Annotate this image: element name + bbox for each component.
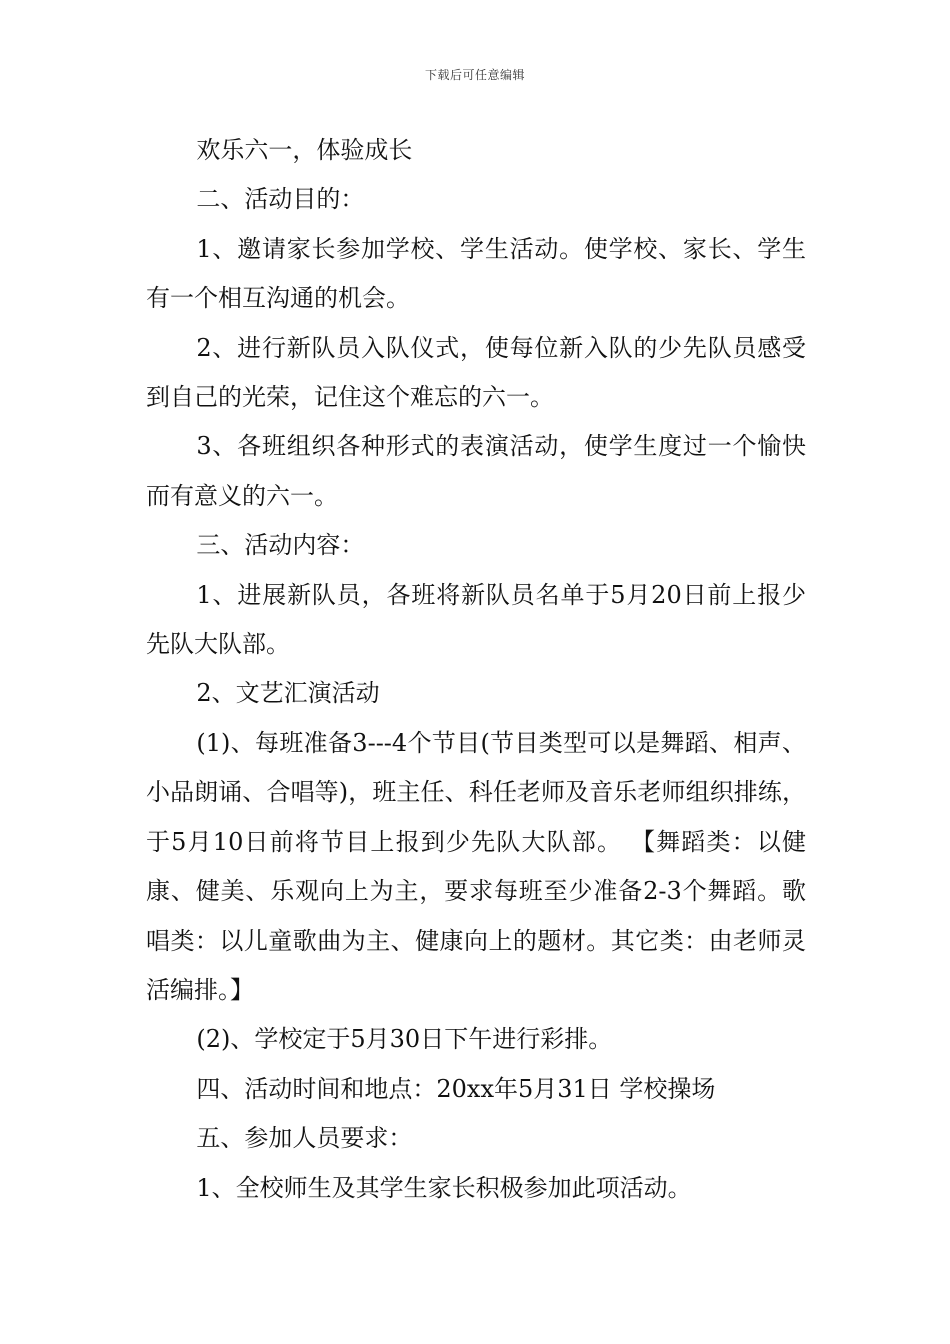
paragraph-content-2-2: (2)、学校定于5月30日下午进行彩排。	[196, 1025, 613, 1054]
paragraph-purpose-2: 2、进行新队员入队仪式，使每位新入队的少先队员感受到自己的光荣，记住这个难忘的六一。	[146, 333, 806, 412]
heading-activity-content: 三、活动内容：	[196, 531, 365, 560]
heading-activity-purpose: 二、活动目的：	[196, 185, 365, 214]
paragraph-content-1: 1、进展新队员，各班将新队员名单于5月20日前上报少先队大队部。	[146, 580, 806, 659]
paragraph-purpose-3: 3、各班组织各种形式的表演活动，使学生度过一个愉快而有意义的六一。	[146, 432, 806, 510]
heading-participants: 五、参加人员要求：	[196, 1124, 413, 1153]
paragraph-purpose-1: 1、邀请家长参加学校、学生活动。使学校、家长、学生有一个相互沟通的机会。	[146, 234, 806, 313]
heading-time-location: 四、活动时间和地点：20xx年5月31日 学校操场	[196, 1074, 716, 1103]
paragraph-content-2-1: (1)、每班准备3---4个节目(节目类型可以是舞蹈、相声、小品朗诵、合唱等)，班主任、科任老师及音乐老师组织排练，于5月10日前将节目上报到少先队大队部。 【舞蹈类：以健康、健美、乐观向上为主，要求每班至少准备2-3个舞蹈。歌唱类：以儿童歌曲为主、健康向上的题材。其它类：由老师灵活编排。】	[146, 728, 806, 1004]
paragraph-participants-1: 1、全校师生及其学生家长积极参加此项活动。	[196, 1173, 692, 1202]
document-body	[146, 126, 806, 1213]
page-header-note: 下载后可任意编辑	[424, 68, 525, 82]
paragraph-content-2: 2、文艺汇演活动	[196, 679, 380, 708]
paragraph-theme: 欢乐六一，体验成长	[196, 136, 413, 164]
